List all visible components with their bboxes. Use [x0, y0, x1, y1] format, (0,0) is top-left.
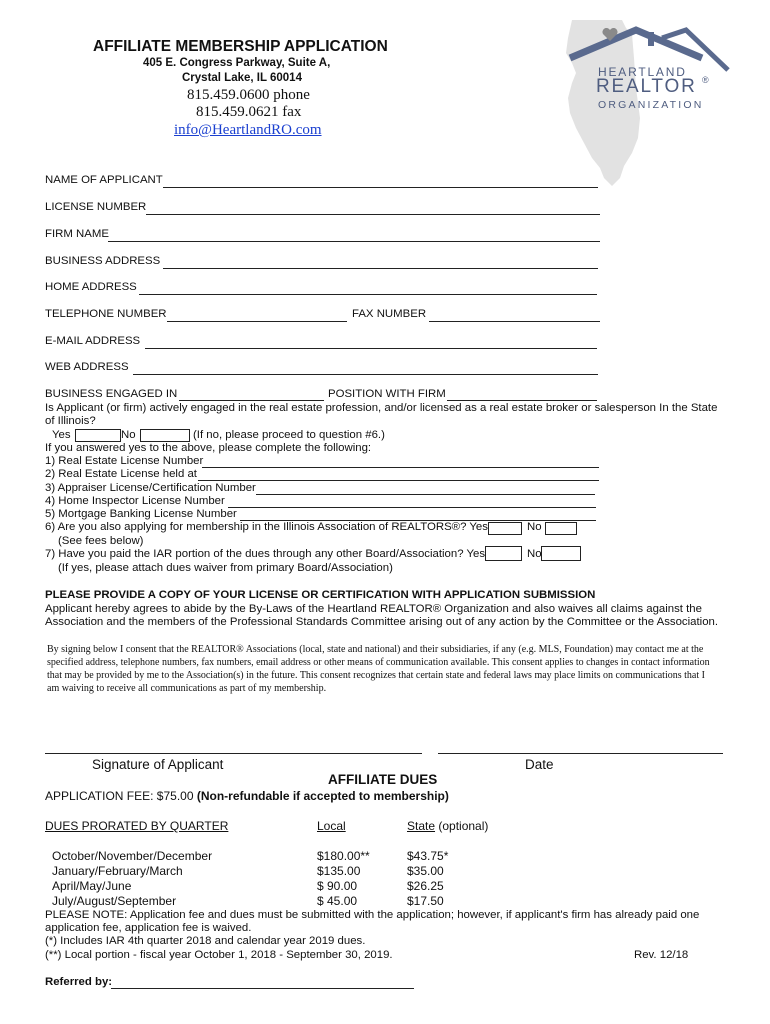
name-label: NAME OF APPLICANT [45, 174, 163, 186]
paid-yes-box[interactable] [485, 546, 522, 561]
no-label: No [121, 429, 136, 441]
phone-number: 815.459.0600 phone [187, 87, 310, 103]
dues-column-state: State [407, 819, 436, 833]
home-address-field[interactable] [139, 294, 597, 295]
business-address-field[interactable] [163, 268, 598, 269]
iar-yes-box[interactable] [488, 522, 522, 535]
firm-field[interactable] [108, 241, 600, 242]
dues-column-state-wrap [407, 819, 488, 833]
agreement-line2: Association and the members of the Professional Standards Committee arising out of any action by the Committee or the Association. [45, 616, 719, 628]
business-address-label: BUSINESS ADDRESS [45, 255, 161, 267]
active-no-box[interactable] [140, 429, 190, 442]
question-3-field[interactable] [256, 494, 595, 495]
dues-note-1: PLEASE NOTE: Application fee and dues must be submitted with the application; however, if applicant's firm has already paid one [45, 909, 700, 921]
dues-row-3-local: $ 90.00 [317, 879, 358, 893]
heartland-logo [562, 18, 742, 188]
web-field[interactable] [133, 374, 598, 375]
logo-heartland-text: HEARTLAND [598, 65, 687, 79]
consent-paragraph: By signing below I consent that the REALTOR® Associations (local, state and national) and their subsidiaries, if any (e.g. MLS, Foundation) may contact me at the specified address, telephone numbers, fax numbers, email address or other means of communication available. This consent applies to changes in contact information that may be provided by me to the Association(s) in the future. This consent recognizes that certain state and federal laws may place limits on communications that I am waiving to receive all communications as part of my membership. [47, 644, 710, 694]
question-7-no-label: No [527, 548, 542, 560]
agreement-line1: Applicant hereby agrees to abide by the By-Laws of the Heartland REALTOR® Organization and also waives all claims against the [45, 603, 702, 615]
question-6-no-label: No [527, 521, 542, 533]
position-label: POSITION WITH FIRM [328, 388, 446, 400]
date-field[interactable] [438, 753, 723, 754]
question-5: 5) Mortgage Banking License Number [45, 508, 237, 520]
address-line-1: 405 E. Congress Parkway, Suite A, [143, 57, 331, 69]
dues-note-3: (*) Includes IAR 4th quarter 2018 and calendar year 2019 dues. [45, 935, 366, 947]
if-yes-instruction: If you answered yes to the above, please complete the following: [45, 442, 372, 454]
address-line-2: Crystal Lake, IL 60014 [182, 72, 302, 84]
dues-note-4: (**) Local portion - fiscal year October 1, 2018 - September 30, 2019. [45, 949, 393, 961]
application-fee [45, 789, 449, 803]
dues-row-3-quarter: April/May/June [52, 879, 132, 893]
telephone-field[interactable] [167, 321, 347, 322]
dues-row-4-state: $17.50 [407, 894, 444, 908]
license-field[interactable] [146, 214, 600, 215]
logo-realtor-text: REALTOR [596, 76, 697, 97]
heart-icon [602, 28, 618, 42]
logo-organization-text: ORGANIZATION [598, 99, 704, 111]
business-engaged-field[interactable] [179, 400, 324, 401]
name-field[interactable] [163, 187, 598, 188]
home-address-label: HOME ADDRESS [45, 281, 137, 293]
question-6-note: (See fees below) [58, 535, 144, 547]
firm-label: FIRM NAME [45, 228, 109, 240]
email-label: E-MAIL ADDRESS [45, 335, 141, 347]
dues-row-1-local: $180.00** [317, 849, 370, 863]
question-active-line2: of Illinois? [45, 415, 96, 427]
business-engaged-label: BUSINESS ENGAGED IN [45, 388, 178, 400]
question-1-field[interactable] [202, 467, 599, 468]
dues-column-local: Local [317, 819, 346, 833]
active-yes-box[interactable] [75, 429, 121, 442]
dues-row-1-quarter: October/November/December [52, 849, 213, 863]
question-2-field[interactable] [198, 480, 599, 481]
dues-row-2-quarter: January/February/March [52, 864, 183, 878]
signature-label: Signature of Applicant [92, 757, 224, 772]
date-label: Date [525, 757, 554, 772]
question-7: 7) Have you paid the IAR portion of the dues through any other Board/Association? Yes [45, 548, 486, 560]
referred-by-label: Referred by: [45, 976, 113, 988]
page-title: AFFILIATE MEMBERSHIP APPLICATION [93, 38, 388, 55]
dues-note-2: application fee, application fee is waived. [45, 922, 252, 934]
web-label: WEB ADDRESS [45, 361, 129, 373]
iar-no-box[interactable] [545, 522, 577, 535]
question-4: 4) Home Inspector License Number [45, 495, 225, 507]
fax-number: 815.459.0621 fax [196, 104, 302, 120]
dues-row-4-quarter: July/August/September [52, 894, 177, 908]
revision-label: Rev. 12/18 [634, 949, 689, 961]
license-label: LICENSE NUMBER [45, 201, 147, 213]
paid-no-box[interactable] [541, 546, 581, 561]
dues-row-2-state: $35.00 [407, 864, 444, 878]
dues-title: AFFILIATE DUES [328, 772, 438, 787]
email-link[interactable]: info@HeartlandRO.com [174, 122, 322, 138]
question-active-line1: Is Applicant (or firm) actively engaged in the real estate profession, and/or licensed as a real estate broker or salesperson In the State [45, 402, 718, 414]
fax-label: FAX NUMBER [352, 308, 427, 320]
question-4-field[interactable] [228, 507, 596, 508]
dues-column-state-note: (optional) [435, 819, 489, 833]
question-6: 6) Are you also applying for membership in the Illinois Association of REALTORS®? Yes [45, 521, 488, 533]
copy-notice: PLEASE PROVIDE A COPY OF YOUR LICENSE OR CERTIFICATION WITH APPLICATION SUBMISSION [45, 589, 596, 601]
if-no-note: (If no, please proceed to question #6.) [193, 429, 385, 441]
question-1: 1) Real Estate License Number [45, 455, 204, 467]
dues-column-quarter: DUES PRORATED BY QUARTER [45, 819, 229, 833]
dues-row-2-local: $135.00 [317, 864, 361, 878]
question-2: 2) Real Estate License held at [45, 468, 197, 480]
telephone-label: TELEPHONE NUMBER [45, 308, 167, 320]
referred-by-field[interactable] [111, 988, 414, 989]
dues-row-3-state: $26.25 [407, 879, 444, 893]
signature-field[interactable] [45, 753, 422, 754]
position-field[interactable] [447, 400, 597, 401]
dues-row-1-state: $43.75* [407, 849, 449, 863]
application-fee-note: (Non-refundable if accepted to membership) [196, 789, 449, 803]
application-fee-amount: APPLICATION FEE: $75.00 [45, 789, 197, 803]
question-7-note: (If yes, please attach dues waiver from primary Board/Association) [58, 562, 393, 574]
fax-field[interactable] [429, 321, 600, 322]
question-3: 3) Appraiser License/Certification Number [45, 482, 256, 494]
yes-label: Yes [52, 429, 71, 441]
email-field[interactable] [145, 348, 597, 349]
dues-row-4-local: $ 45.00 [317, 894, 358, 908]
logo-registered-mark: ® [702, 75, 709, 85]
